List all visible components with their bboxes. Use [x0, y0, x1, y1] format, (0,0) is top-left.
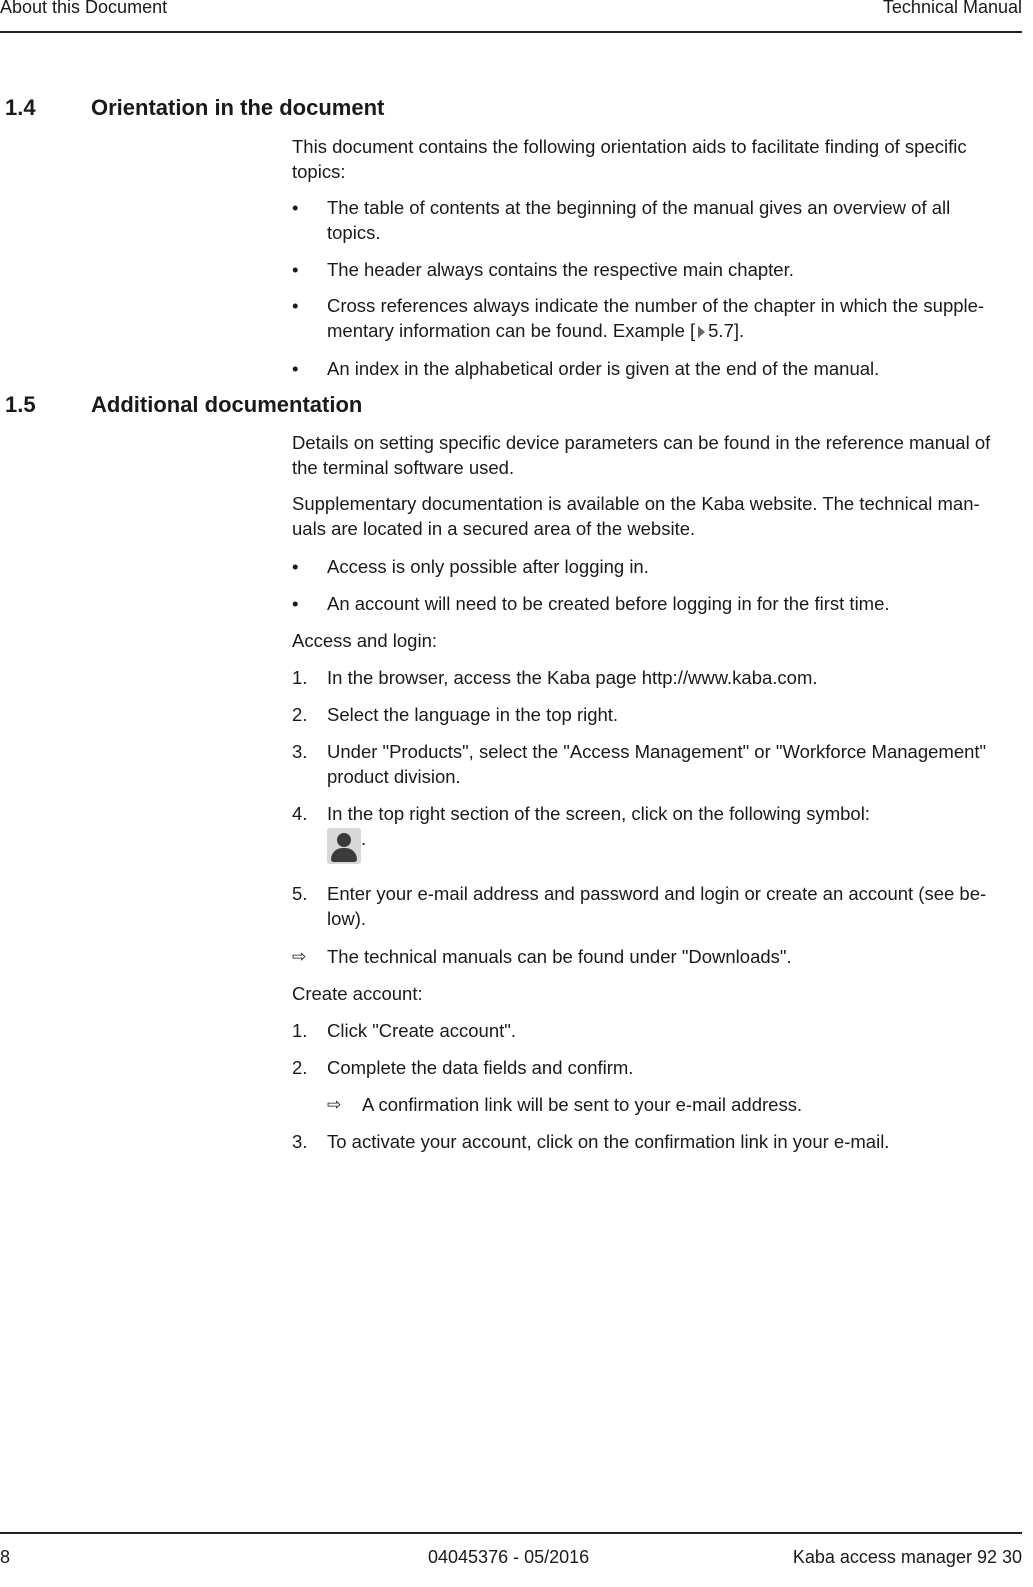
list-item: • The header always contains the respective main chapter.: [292, 259, 794, 280]
step-item: 1. Click "Create account".: [292, 1020, 516, 1041]
section-title: Orientation in the document: [91, 95, 385, 120]
product-name: Kaba access manager 92 30: [792, 1547, 1022, 1567]
step-item: 1. In the browser, access the Kaba page http://www.kaba.com.: [292, 667, 818, 688]
triangle-right-icon[interactable]: [698, 326, 705, 338]
cross-reference-link[interactable]: 5.7].: [708, 320, 745, 341]
step-item: 5. Enter your e-mail address and password and login or create an account (see be- low).: [292, 883, 987, 929]
section-number: 1.5: [5, 392, 36, 417]
page-number: 8: [0, 1547, 11, 1567]
list-item: • Cross references always indicate the number of the chapter in which the supple- mentary information can be found. Example [ 5.7].: [292, 295, 985, 341]
page-header: [0, 0, 1022, 33]
document-number: 04045376 - 05/2016: [428, 1547, 590, 1567]
list-item: • Access is only possible after logging in.: [292, 556, 649, 577]
section-title: Additional documentation: [91, 392, 363, 417]
step-item: 2. Complete the data fields and confirm.: [292, 1057, 634, 1078]
section-number: 1.4: [5, 95, 36, 120]
create-account-heading: Create account:: [292, 983, 423, 1004]
result-arrow-icon: ⇨: [327, 1095, 342, 1114]
list-item: • The table of contents at the beginning of the manual gives an overview of all topics.: [292, 197, 951, 243]
header-chapter: About this Document: [0, 0, 168, 17]
step-item: 3. Under "Products", select the "Access Management" or "Workforce Management" product division.: [292, 741, 987, 787]
page-footer: [0, 1532, 1022, 1587]
list-item: • An account will need to be created before logging in for the first time.: [292, 593, 890, 614]
access-login-heading: Access and login:: [292, 630, 438, 651]
header-manual-type: Technical Manual: [882, 0, 1022, 17]
result-item: ⇨ A confirmation link will be sent to your e-mail address.: [327, 1094, 803, 1115]
user-account-icon: [327, 828, 361, 864]
paragraph-intro: This document contains the following orientation aids to facilitate finding of specific topics:: [292, 136, 967, 182]
result-item: ⇨ The technical manuals can be found under "Downloads".: [292, 946, 792, 967]
list-item: • An index in the alphabetical order is given at the end of the manual.: [292, 358, 880, 379]
result-arrow-icon: ⇨: [292, 947, 307, 966]
step-item: 4. In the top right section of the screen, click on the following symbol: .: [292, 801, 1022, 864]
step-item: 2. Select the language in the top right.: [292, 704, 619, 725]
step-item: 3. To activate your account, click on the confirmation link in your e-mail.: [292, 1131, 890, 1152]
paragraph-supplementary: Supplementary documentation is available on the Kaba website. The technical man- uals are located in a secured area of the website.: [292, 493, 980, 539]
paragraph-details: Details on setting specific device parameters can be found in the reference manual of the terminal software used.: [292, 432, 991, 478]
